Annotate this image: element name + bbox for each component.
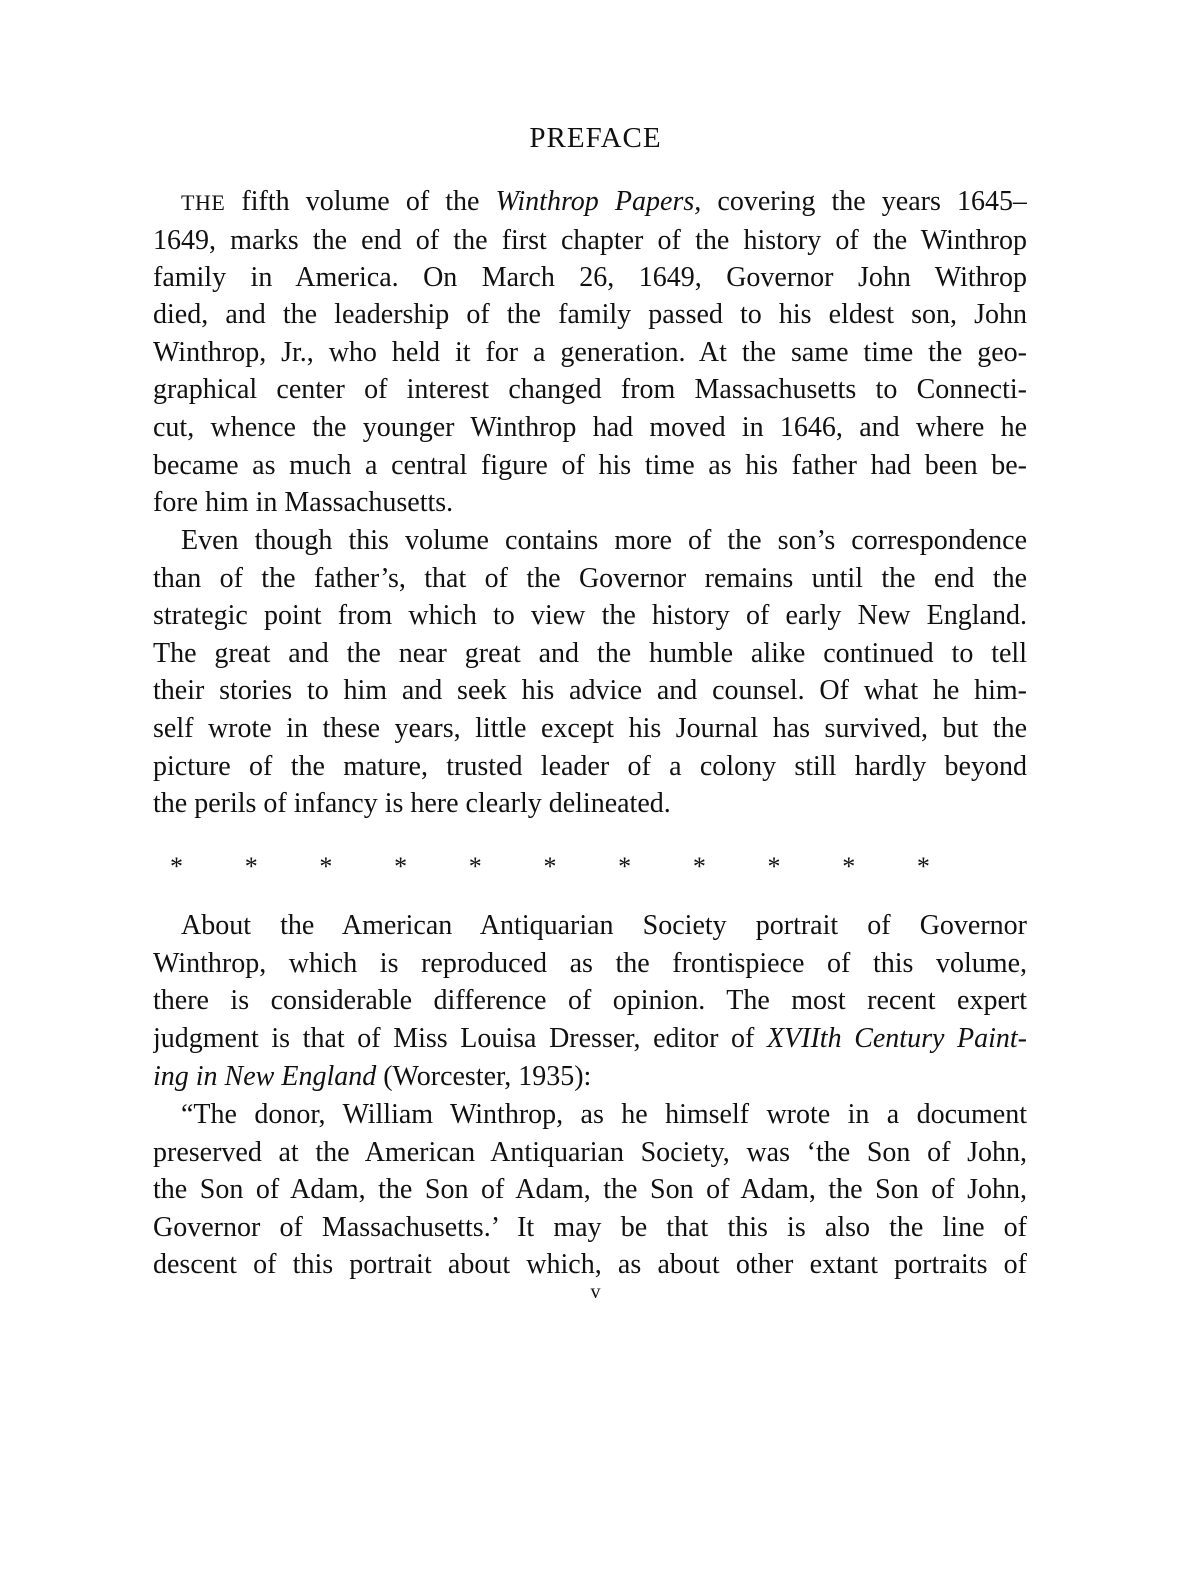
paragraph-4-line: Governor of Massachusetts.’ It may be that this is also the line of	[153, 1212, 1027, 1243]
separator-star: *	[767, 852, 781, 881]
separator-star: *	[692, 852, 706, 881]
drop-word: THE	[181, 190, 226, 215]
separator-star: *	[394, 852, 408, 881]
paragraph-2-line: The great and the near great and the humble alike continued to tell	[153, 638, 1027, 669]
paragraph-2-line: the perils of infancy is here clearly delineated.	[153, 788, 671, 819]
page-title: PREFACE	[529, 122, 662, 154]
paragraph-4-line: descent of this portrait about which, as about other extant portraits of	[153, 1249, 1027, 1280]
paragraph-1-line: fore him in Massachusetts.	[153, 487, 454, 518]
separator-star: *	[170, 852, 183, 881]
paragraph-2-line: strategic point from which to view the history of early New England.	[153, 600, 1027, 631]
paragraph-1-line: became as much a central figure of his time as his father had been be-	[153, 450, 1027, 481]
book-title-italic: XVIIth Century Paint-	[766, 1023, 1027, 1054]
paragraph-2-line: than of the father’s, that of the Governor remains until the end the	[153, 563, 1027, 594]
paragraph-3-line: Winthrop, which is reproduced as the frontispiece of this volume,	[153, 948, 1027, 979]
book-title-italic: ing in New England	[153, 1061, 377, 1092]
paragraph-1-line: died, and the leadership of the family passed to his eldest son, John	[153, 299, 1027, 330]
paragraph-3-line: About the American Antiquarian Society portrait of Governor	[181, 910, 1027, 941]
paragraph-4-line: the Son of Adam, the Son of Adam, the Son of Adam, the Son of John,	[153, 1174, 1027, 1205]
paragraph-4-line: preserved at the American Antiquarian Society, was ‘the Son of John,	[153, 1137, 1027, 1168]
book-title-italic: Winthrop Papers,	[495, 186, 702, 217]
paragraph-4-line: “The donor, William Winthrop, as he himself wrote in a document	[181, 1099, 1027, 1130]
separator-star: *	[543, 852, 557, 881]
page-number: v	[590, 1281, 601, 1303]
paragraph-1-line-1	[181, 183, 1027, 220]
text-run: fifth volume of the	[225, 186, 496, 217]
paragraph-3-line: there is considerable difference of opinion. The most recent expert	[153, 985, 1027, 1016]
separator-star: *	[618, 852, 632, 881]
separator-star: *	[319, 852, 333, 881]
text-run: judgment is that of Miss Louisa Dresser, editor of	[153, 1023, 767, 1054]
paragraph-1-line: 1649, marks the end of the first chapter of the history of the Winthrop	[153, 225, 1027, 256]
separator-star: *	[842, 852, 856, 881]
text-run: (Worcester, 1935):	[376, 1061, 592, 1092]
separator-star: *	[468, 852, 482, 881]
paragraph-2-line: self wrote in these years, little except his Journal has survived, but the	[153, 713, 1027, 744]
section-separator	[170, 852, 930, 882]
separator-star: *	[244, 852, 258, 881]
text-run: covering the years 1645–	[701, 186, 1027, 217]
paragraph-1-line: cut, whence the younger Winthrop had moved in 1646, and where he	[153, 412, 1027, 443]
paragraph-1-line: Winthrop, Jr., who held it for a generation. At the same time the geo-	[153, 337, 1027, 368]
separator-star: *	[916, 852, 930, 881]
paragraph-3-line	[153, 1020, 1027, 1057]
paragraph-1-line: graphical center of interest changed from Massachusetts to Connecti-	[153, 374, 1027, 405]
paragraph-3-line	[153, 1058, 1027, 1095]
paragraph-2-line: picture of the mature, trusted leader of a colony still hardly beyond	[153, 751, 1027, 782]
paragraph-2-line: their stories to him and seek his advice and counsel. Of what he him-	[153, 675, 1027, 706]
paragraph-1-line: family in America. On March 26, 1649, Governor John Withrop	[153, 262, 1027, 293]
paragraph-2-line: Even though this volume contains more of the son’s correspondence	[181, 525, 1027, 556]
